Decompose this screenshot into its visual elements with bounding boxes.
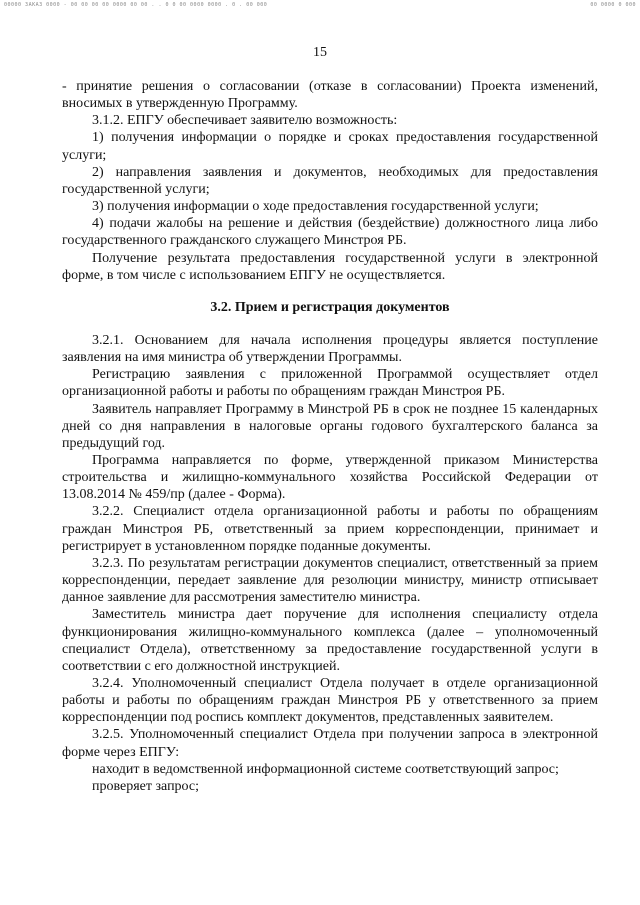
paragraph: Регистрацию заявления с приложенной Программой осуществляет отдел организационной работы и работы по обращениям граждан Минстроя РБ.	[62, 367, 598, 400]
scan-header-left: 00000 ЗАКАЗ 0000 - 00 00 00 00 0000 00 00 . . 0 0 00 0000 0000 . 0 . 00 000	[4, 2, 268, 8]
paragraph: Заявитель направляет Программу в Минстрой РБ в срок не позднее 15 календарных дней со дня направления в налоговые органы годового бухгалтерского баланса за предыдущий год.	[62, 401, 598, 451]
paragraph: 3.2.3. По результатам регистрации документов специалист, ответственный за прием корреспонденции, передает заявление для резолюции министру, министр отписывает данное заявление для рассмотрения заместителю министра.	[62, 555, 598, 606]
page-number: 15	[313, 45, 327, 60]
scan-header	[4, 2, 636, 8]
paragraph: Программа направляется по форме, утвержденной приказом Министерства строительства и жилищно-коммунального хозяйства Российской Федерации от 13.08.2014 № 459/пр (далее - Форма).	[62, 452, 598, 503]
paragraph: 1) получения информации о порядке и сроках предоставления государственной услуги;	[62, 130, 598, 163]
paragraph: - принятие решения о согласовании (отказе в согласовании) Проекта изменений, вносимых в утвержденную Программу.	[62, 79, 598, 112]
section-heading: 3.2. Прием и регистрация документов	[210, 299, 450, 315]
paragraph: 2) направления заявления и документов, необходимых для предоставления государственной услуги;	[62, 164, 598, 197]
paragraph: Заместитель министра дает поручение для исполнения специалисту отдела функционирования жилищно-коммунального комплекса (далее – уполномоченный специалист Отдела), ответственному за предоставление государственной услуги в соответствии с его должностной инструкцией.	[62, 607, 598, 674]
paragraph: 3.2.1. Основанием для начала исполнения процедуры является поступление заявления на имя министра об утверждении Программы.	[62, 332, 598, 366]
paragraph: Получение результата предоставления государственной услуги в электронной форме, в том числе с использованием ЕПГУ не осуществляется.	[62, 250, 598, 283]
paragraph: 3.2.4. Уполномоченный специалист Отдела получает в отделе организационной работы и работы по обращениям граждан Минстроя РБ у ответственного за прием корреспонденции под роспись комплект документов, представленных заявителем.	[62, 676, 598, 726]
paragraph: находит в ведомственной информационной системе соответствующий запрос;	[92, 761, 559, 777]
document-body	[62, 78, 598, 795]
paragraph: проверяет запрос;	[92, 778, 200, 794]
paragraph: 3.2.5. Уполномоченный специалист Отдела при получении запроса в электронной форме через ЕПГУ:	[62, 727, 598, 760]
scan-header-right: 00 0000 0 000	[590, 2, 636, 8]
paragraph: 3) получения информации о ходе предоставления государственной услуги;	[92, 199, 539, 215]
paragraph: 4) подачи жалобы на решение и действия (бездействие) должностного лица либо государственного гражданского служащего Минстроя РБ.	[62, 216, 598, 249]
paragraph: 3.2.2. Специалист отдела организационной работы и работы по обращениям граждан Минстроя РБ, ответственный за прием корреспонденции, принимает и регистрирует в установленном порядке поданные документы.	[62, 504, 598, 554]
paragraph: 3.1.2. ЕПГУ обеспечивает заявителю возможность:	[92, 113, 398, 129]
